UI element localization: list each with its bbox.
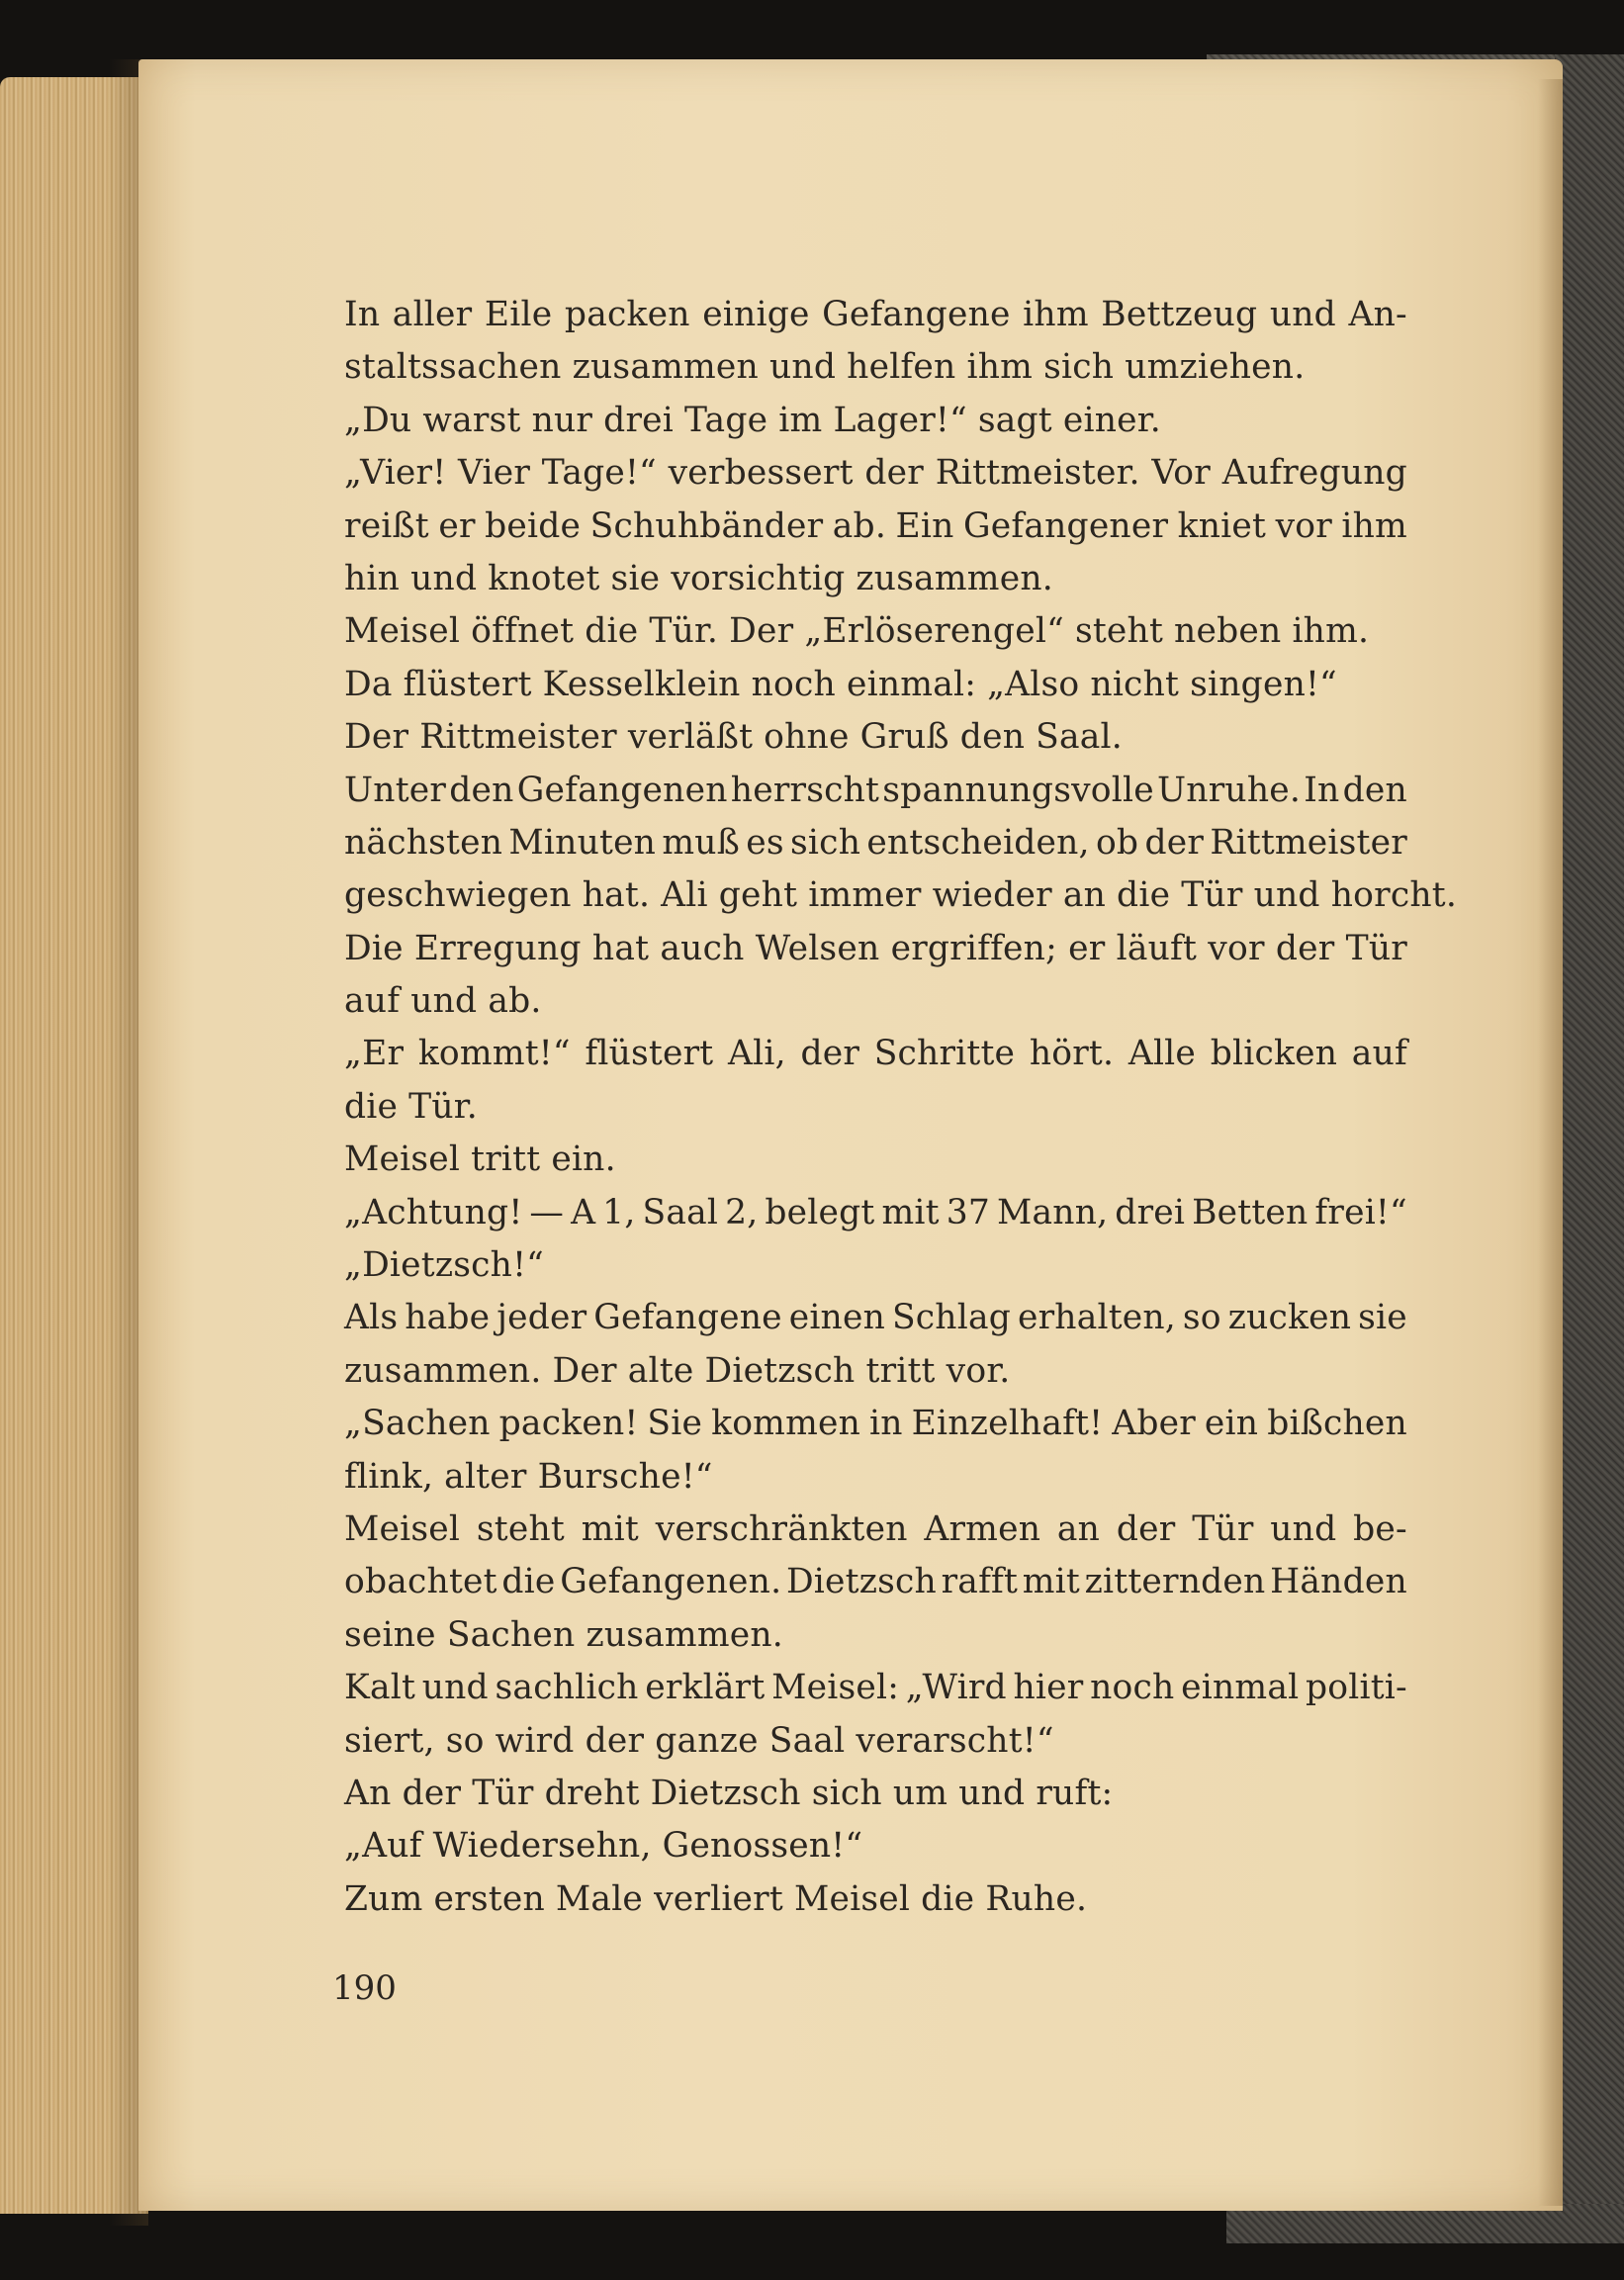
word: flüstert xyxy=(585,1034,714,1074)
word: Tür. xyxy=(408,1086,478,1127)
word: entscheiden, xyxy=(866,822,1090,863)
word: An- xyxy=(1348,295,1407,334)
word: Alle xyxy=(1128,1034,1197,1074)
word: noch xyxy=(751,664,836,704)
word: kniet xyxy=(1177,505,1267,546)
text-line xyxy=(344,923,1407,975)
word: auch xyxy=(660,928,745,968)
word: drei xyxy=(603,400,674,440)
word: ergriffen; xyxy=(890,928,1057,968)
word: zusammen. xyxy=(344,1350,542,1391)
word: Der xyxy=(729,611,794,652)
word: steht xyxy=(1074,611,1164,652)
word: einige xyxy=(702,295,810,334)
word: „Erlöserengel“ xyxy=(804,611,1064,652)
word: ruft: xyxy=(1036,1773,1114,1813)
word: die xyxy=(1117,875,1171,916)
word: ihm. xyxy=(1292,611,1370,652)
word: Tür xyxy=(472,1773,534,1813)
word: in xyxy=(869,1404,903,1444)
body-text xyxy=(344,289,1457,1926)
word: der xyxy=(864,453,924,494)
word: verläßt xyxy=(627,717,754,758)
word: sagt xyxy=(977,400,1052,440)
word: 2, xyxy=(725,1192,759,1232)
word: der xyxy=(402,1773,462,1813)
word: Meisel xyxy=(344,611,461,652)
word: die xyxy=(585,611,639,652)
word: einmal xyxy=(1181,1668,1300,1708)
word: siert, xyxy=(344,1720,435,1761)
word: A xyxy=(571,1192,596,1232)
word: an xyxy=(1062,875,1107,916)
word: ob xyxy=(1095,822,1139,863)
word: verarscht!“ xyxy=(856,1720,1054,1761)
word: Gefangener xyxy=(963,505,1169,546)
word: „Auf xyxy=(344,1826,422,1867)
word: Da xyxy=(344,664,393,704)
word: ganze xyxy=(655,1720,759,1761)
word: Kesselklein xyxy=(542,664,741,704)
word: „Dietzsch!“ xyxy=(344,1245,544,1286)
word: — xyxy=(529,1192,565,1232)
word: sich xyxy=(1043,347,1115,388)
text-line xyxy=(344,1292,1407,1344)
word: geht xyxy=(718,875,798,916)
word: bißchen xyxy=(1267,1404,1407,1444)
word: Erregung xyxy=(413,928,582,968)
word: den xyxy=(1342,770,1407,810)
word: Ruhe. xyxy=(985,1878,1088,1919)
word: den xyxy=(959,717,1026,758)
word: Eile xyxy=(484,295,553,334)
word: der xyxy=(585,1720,645,1761)
word: öffnet xyxy=(471,611,575,652)
word: nicht xyxy=(1090,664,1180,704)
word: Die xyxy=(344,928,404,968)
word: er xyxy=(438,505,476,546)
word: Dietzsch xyxy=(704,1350,856,1391)
word: Ali xyxy=(661,875,708,916)
word: um xyxy=(892,1773,948,1813)
word: wieder xyxy=(932,875,1052,916)
word: den xyxy=(449,770,514,810)
word: „Er xyxy=(344,1034,405,1074)
word: Unruhe. xyxy=(1157,770,1302,810)
word: Gefangene xyxy=(593,1298,782,1338)
word: noch xyxy=(1090,1668,1175,1708)
word: umziehen. xyxy=(1125,347,1306,388)
text-line xyxy=(344,1504,1407,1556)
word: „Wird xyxy=(905,1668,1007,1708)
word: Bursche!“ xyxy=(537,1456,713,1497)
word: Aber xyxy=(1112,1404,1196,1444)
word: und xyxy=(410,981,478,1022)
word: Gruß xyxy=(859,717,949,758)
word: einmal: xyxy=(847,664,977,704)
word: mit xyxy=(581,1508,639,1549)
word: herrscht xyxy=(730,770,880,810)
word: die xyxy=(344,1086,399,1127)
word: Rittmeister xyxy=(1210,822,1407,863)
text-line xyxy=(344,1715,1407,1768)
word: verliert xyxy=(654,1878,783,1919)
text-line xyxy=(344,765,1407,817)
text-line xyxy=(344,975,1407,1028)
word: und xyxy=(410,558,478,598)
word: Dietzsch xyxy=(650,1773,801,1813)
word: jeder xyxy=(496,1298,587,1338)
word: Meisel: xyxy=(771,1668,900,1708)
text-line xyxy=(344,553,1407,605)
word: zitternden xyxy=(1084,1562,1266,1602)
word: die xyxy=(501,1562,556,1602)
word: blicken xyxy=(1210,1034,1338,1074)
word: verbessert xyxy=(668,453,854,494)
text-line xyxy=(344,1556,1407,1608)
word: „Sachen xyxy=(344,1404,491,1444)
word: erhalten, xyxy=(1017,1298,1176,1338)
word: beide xyxy=(485,505,582,546)
page-number: 190 xyxy=(332,1968,397,2008)
text-line xyxy=(344,1662,1407,1714)
word: tritt xyxy=(471,1140,541,1180)
word: ab. xyxy=(832,505,887,546)
word: Saal. xyxy=(1036,717,1123,758)
text-line xyxy=(344,1134,1407,1186)
word: Schuhbänder xyxy=(589,505,824,546)
cloth-binding-right xyxy=(1555,54,1624,2240)
word: tritt xyxy=(865,1350,936,1391)
word: Als xyxy=(344,1298,399,1338)
word: hin xyxy=(344,558,401,598)
text-line xyxy=(344,395,1407,447)
word: aller xyxy=(392,295,473,334)
word: 1, xyxy=(602,1192,636,1232)
word: Rittmeister xyxy=(419,717,617,758)
word: Welsen xyxy=(755,928,880,968)
word: alter xyxy=(444,1456,527,1497)
word: singen!“ xyxy=(1190,664,1337,704)
word: hört. xyxy=(1029,1034,1115,1074)
word: seine xyxy=(344,1614,436,1655)
word: Zum xyxy=(344,1878,423,1919)
word: und xyxy=(769,347,837,388)
word: neben xyxy=(1174,611,1282,652)
word: ab. xyxy=(488,981,542,1022)
word: hat xyxy=(591,928,650,968)
word: Schritte xyxy=(873,1034,1016,1074)
word: und xyxy=(1253,875,1320,916)
word: be- xyxy=(1353,1508,1407,1549)
text-line xyxy=(344,341,1407,394)
word: immer xyxy=(808,875,922,916)
word: alte xyxy=(627,1350,694,1391)
word: Mann, xyxy=(996,1192,1109,1232)
text-line xyxy=(344,1187,1407,1239)
word: ohne xyxy=(764,717,850,758)
word: Lager!“ xyxy=(833,400,967,440)
word: Betten xyxy=(1192,1192,1308,1232)
word: packen xyxy=(564,295,690,334)
word: der xyxy=(1116,1508,1176,1549)
word: vor xyxy=(1275,505,1332,546)
word: Tage!“ xyxy=(541,453,657,494)
word: Tür xyxy=(1192,1508,1254,1549)
word: knotet xyxy=(488,558,600,598)
word: In xyxy=(344,295,381,334)
word: Kalt xyxy=(344,1668,416,1708)
word: Der xyxy=(552,1350,617,1391)
word: läuft xyxy=(1116,928,1198,968)
word: „Achtung! xyxy=(344,1192,523,1232)
word: „Du xyxy=(344,400,412,440)
word: verschränkten xyxy=(655,1508,908,1549)
word: erklärt xyxy=(645,1668,766,1708)
word: Tür. xyxy=(649,611,719,652)
word: auf xyxy=(1351,1034,1407,1074)
word: horcht. xyxy=(1330,875,1457,916)
word: sich xyxy=(811,1773,882,1813)
word: helfen xyxy=(847,347,956,388)
word: steht xyxy=(476,1508,565,1549)
word: drei xyxy=(1115,1192,1186,1232)
text-line xyxy=(344,447,1407,500)
word: Genossen!“ xyxy=(662,1826,863,1867)
word: Tür xyxy=(1345,928,1407,968)
word: zucken xyxy=(1227,1298,1352,1338)
word: habe xyxy=(405,1298,491,1338)
word: Minuten xyxy=(508,822,657,863)
word: politi- xyxy=(1306,1668,1407,1708)
word: packen! xyxy=(498,1404,639,1444)
word: ein. xyxy=(551,1140,616,1180)
word: Armen xyxy=(924,1508,1041,1549)
word: ihm xyxy=(1341,505,1407,546)
word: Ein xyxy=(895,505,954,546)
word: Male xyxy=(555,1878,644,1919)
word: Saal xyxy=(768,1720,846,1761)
word: sachlich xyxy=(495,1668,639,1708)
word: mit xyxy=(881,1192,940,1232)
word: Rittmeister. xyxy=(935,453,1140,494)
text-line xyxy=(344,501,1407,553)
word: so xyxy=(445,1720,485,1761)
word: ein xyxy=(1204,1404,1259,1444)
word: nur xyxy=(531,400,593,440)
word: der xyxy=(800,1034,860,1074)
word: so xyxy=(1182,1298,1221,1338)
word: er xyxy=(1068,928,1106,968)
text-line xyxy=(344,1239,1407,1292)
word: hat. xyxy=(582,875,651,916)
text-line xyxy=(344,1768,1407,1820)
word: Bettzeug xyxy=(1101,295,1258,334)
text-line xyxy=(344,711,1407,764)
word: der xyxy=(1275,928,1335,968)
text-line xyxy=(344,1609,1407,1662)
word: sie xyxy=(610,558,661,598)
text-line xyxy=(344,605,1407,658)
word: Unter xyxy=(344,770,447,810)
word: vorsichtig xyxy=(671,558,846,598)
text-line xyxy=(344,289,1407,341)
word: ihm xyxy=(966,347,1034,388)
word: frei!“ xyxy=(1314,1192,1407,1232)
text-line xyxy=(344,1345,1407,1398)
word: staltssachen xyxy=(344,347,562,388)
word: und xyxy=(1269,295,1336,334)
page-gutter-shadow xyxy=(1538,79,1563,2206)
word: Vor xyxy=(1151,453,1211,494)
word: ihm xyxy=(1023,295,1089,334)
word: Gefangenen xyxy=(516,770,728,810)
word: Meisel xyxy=(344,1508,461,1549)
word: hier xyxy=(1013,1668,1084,1708)
word: Meisel xyxy=(793,1878,911,1919)
word: zusammen. xyxy=(856,558,1053,598)
word: An xyxy=(344,1773,392,1813)
word: es xyxy=(746,822,784,863)
word: und xyxy=(421,1668,489,1708)
text-line xyxy=(344,1820,1407,1872)
word: „Vier! xyxy=(344,453,447,494)
word: In xyxy=(1304,770,1340,810)
word: Schlag xyxy=(891,1298,1012,1338)
word: auf xyxy=(344,981,401,1022)
word: ersten xyxy=(433,1878,545,1919)
word: mit xyxy=(1022,1562,1080,1602)
word: und xyxy=(958,1773,1026,1813)
word: Meisel xyxy=(344,1140,461,1180)
word: Gefangenen. xyxy=(560,1562,782,1602)
text-line xyxy=(344,1028,1407,1080)
word: Aufregung xyxy=(1221,453,1407,494)
word: Sachen xyxy=(446,1614,576,1655)
word: geschwiegen xyxy=(344,875,572,916)
word: spannungsvolle xyxy=(882,770,1154,810)
word: Der xyxy=(344,717,409,758)
word: Tage xyxy=(684,400,768,440)
word: flink, xyxy=(344,1456,434,1497)
word: muß xyxy=(662,822,740,863)
word: Sie xyxy=(647,1404,703,1444)
text-line xyxy=(344,1081,1407,1134)
word: im xyxy=(778,400,823,440)
word: der xyxy=(1144,822,1205,863)
text-line xyxy=(344,1451,1407,1504)
word: Vier xyxy=(458,453,531,494)
word: Dietzsch xyxy=(785,1562,937,1602)
text-line xyxy=(344,869,1457,922)
word: vor xyxy=(1208,928,1265,968)
word: belegt xyxy=(765,1192,875,1232)
word: reißt xyxy=(344,505,429,546)
word: dreht xyxy=(544,1773,640,1813)
word: vor. xyxy=(946,1350,1011,1391)
text-line xyxy=(344,659,1407,711)
word: 37 xyxy=(946,1192,990,1232)
word: einer. xyxy=(1062,400,1161,440)
word: sich xyxy=(790,822,861,863)
word: Saal xyxy=(642,1192,719,1232)
text-line xyxy=(344,1873,1407,1926)
word: Gefangene xyxy=(822,295,1011,334)
word: zusammen xyxy=(572,347,759,388)
word: und xyxy=(1270,1508,1337,1549)
word: einen xyxy=(788,1298,886,1338)
word: warst xyxy=(422,400,521,440)
word: Ali, xyxy=(728,1034,786,1074)
word: wird xyxy=(495,1720,575,1761)
word: die xyxy=(921,1878,975,1919)
word: nächsten xyxy=(344,822,503,863)
text-line xyxy=(344,1398,1407,1450)
word: obachtet xyxy=(344,1562,497,1602)
word: „Also xyxy=(987,664,1080,704)
word: zusammen. xyxy=(586,1614,783,1655)
word: Tür xyxy=(1181,875,1243,916)
word: rafft xyxy=(941,1562,1019,1602)
word: sie xyxy=(1358,1298,1407,1338)
word: Einzelhaft! xyxy=(911,1404,1104,1444)
word: an xyxy=(1056,1508,1101,1549)
word: kommt!“ xyxy=(417,1034,571,1074)
word: kommen xyxy=(711,1404,861,1444)
word: flüstert xyxy=(403,664,532,704)
word: Wiedersehn, xyxy=(432,1826,652,1867)
word: Händen xyxy=(1270,1562,1407,1602)
text-line xyxy=(344,817,1407,869)
